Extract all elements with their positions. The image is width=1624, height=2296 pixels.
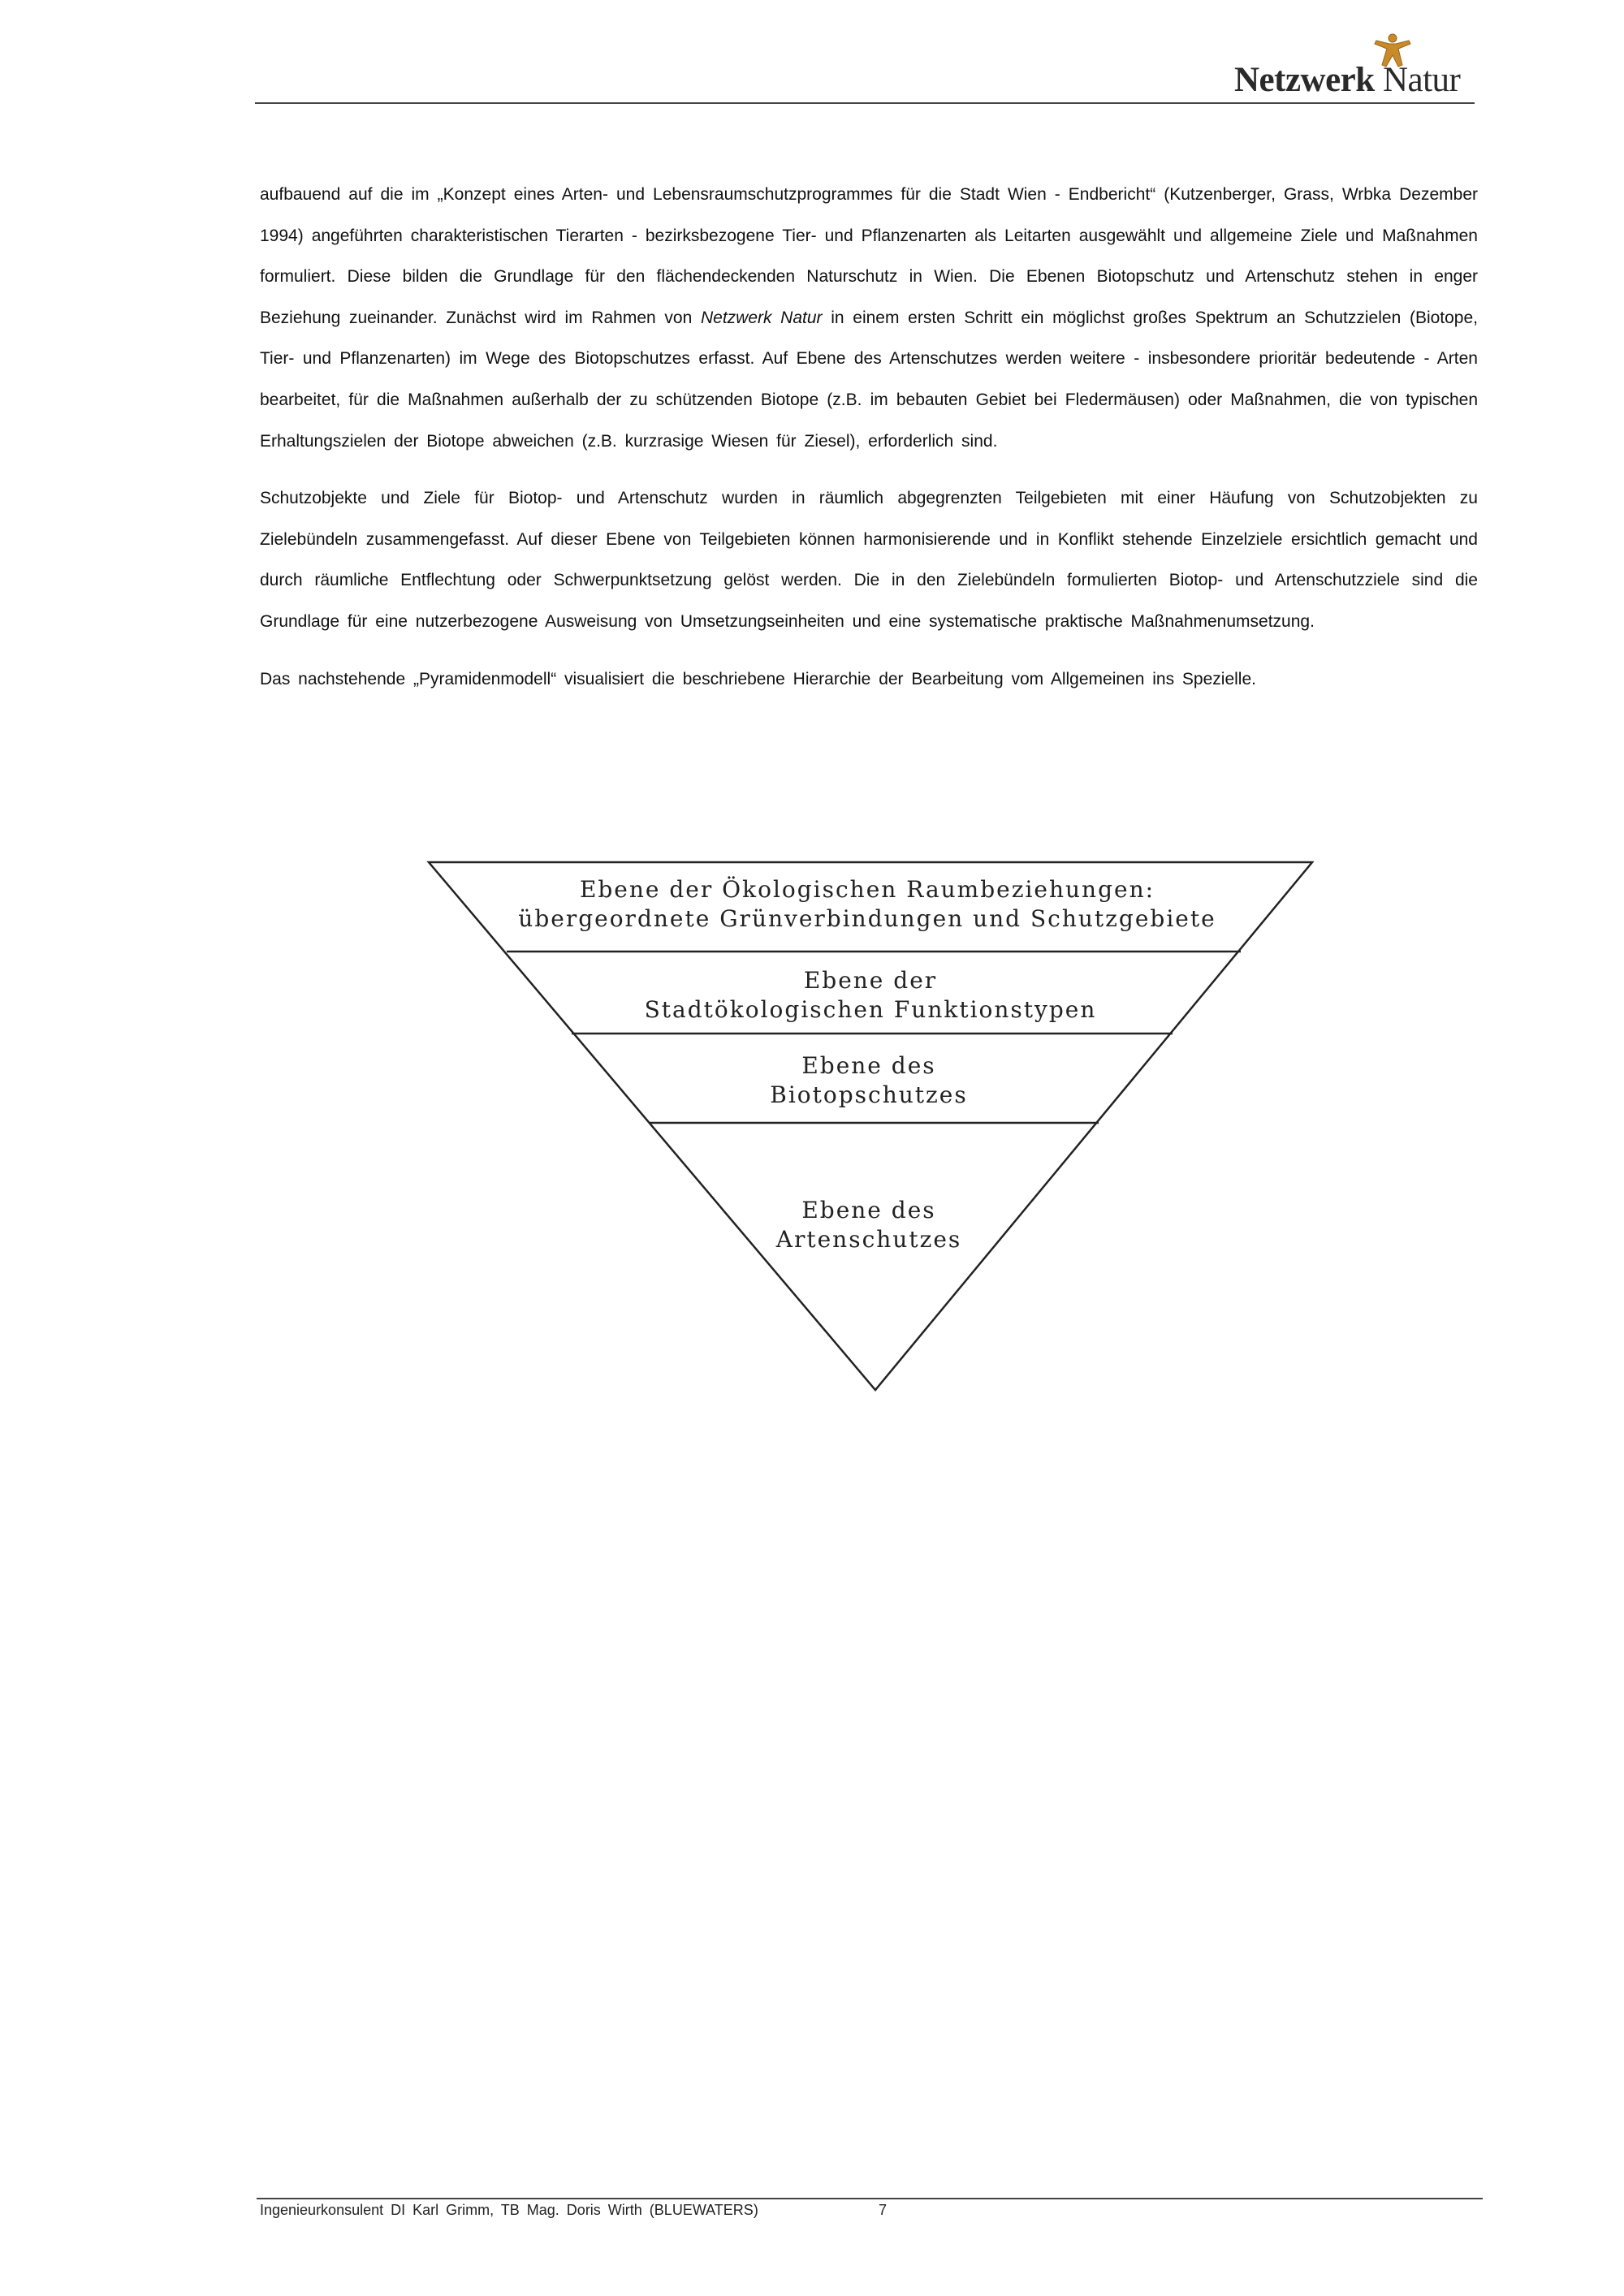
paragraph-3: Das nachstehende „Pyramidenmodell“ visualisiert die beschriebene Hierarchie der Bearbeitung vom Allgemeinen ins Spezielle. — [260, 669, 1256, 688]
pyramid-level-4-line-1: Ebene des — [801, 1197, 936, 1224]
footer-credits: Ingenieurkonsulent DI Karl Grimm, TB Mag. Doris Wirth (BLUEWATERS) — [260, 2202, 758, 2218]
paragraph-1-part-a: aufbauend auf die im „Konzept eines Arten- und Lebensraumschutzprogrammes für die Stadt Wien - Endbericht“ (Kutzenberger, Grass, Wrbka Dezember 1994) angeführten charakteristischen Tierarten - bezirksbezogene Tier- und Pflanzenarten als Leitarten ausgewählt und allgemeine Ziele und Maßnahmen formuliert. Diese bilden die Grundlage für den flächendeckenden Naturschutz in Wien. Die Ebenen Biotopschutz und Artenschutz stehen in enger Beziehung zueinander. Zunächst wird im Rahmen von — [260, 185, 1478, 327]
header-divider — [255, 102, 1475, 104]
paragraph-1 — [260, 175, 1478, 462]
pyramid-level-3-line-2: Biotopschutzes — [770, 1081, 968, 1108]
paragraph-1-emphasis: Netzwerk Natur — [700, 308, 823, 327]
body-text — [260, 175, 1478, 700]
pyramid-level-4-line-2: Artenschutzes — [775, 1226, 962, 1253]
pyramid-level-artenschutz — [776, 1196, 962, 1254]
pyramid-level-funktionstypen — [645, 966, 1097, 1025]
pyramid-level-biotopschutz — [770, 1051, 967, 1110]
pyramid-level-2-line-1: Ebene der — [803, 967, 938, 994]
page-footer — [260, 2202, 888, 2219]
footer-divider — [257, 2198, 1483, 2199]
logo-wordmark-bold: Netzwerk — [1234, 61, 1375, 99]
pyramid-outline — [429, 862, 1312, 1390]
pyramid-level-1-line-1: Ebene der Ökologischen Raumbeziehungen: — [579, 876, 1155, 903]
paragraph-1-part-b: in einem ersten Schritt ein möglichst großes Spektrum an Schutzzielen (Biotope, Tier- und Pflanzenarten) im Wege des Biotopschutzes erfasst. Auf Ebene des Artenschutzes werden weitere - insbesondere prioritär bedeutende - Arten bearbeitet, für die Maßnahmen außerhalb der zu schützenden Biotope (z.B. im bebauten Gebiet bei Fledermäusen) oder Maßnahmen, die von typischen Erhaltungszielen der Biotope abweichen (z.B. kurzrasige Wiesen für Ziesel), erforderlich sind. — [260, 308, 1478, 451]
pyramid-level-3-line-1: Ebene des — [801, 1052, 936, 1079]
paragraph-2: Schutzobjekte und Ziele für Biotop- und Artenschutz wurden in räumlich abgegrenzten Teilgebieten mit einer Häufung von Schutzobjekten zu Zielebündeln zusammengefasst. Auf dieser Ebene von Teilgebieten können harmonisierende und in Konflikt stehende Einzelziele ersichtlich gemacht und durch räumliche Entflechtung oder Schwerpunktsetzung gelöst werden. Die in den Zielebündeln formulierten Biotop- und Artenschutzziele sind die Grundlage für eine nutzerbezogene Ausweisung von Umsetzungseinheiten und eine systematische praktische Maßnahmenumsetzung. — [260, 489, 1478, 631]
logo-wordmark — [1234, 60, 1460, 100]
pyramid-level-oekologische-raumbeziehungen — [518, 875, 1216, 934]
page-number: 7 — [879, 2202, 888, 2218]
logo-wordmark-regular: Natur — [1374, 61, 1461, 99]
netzwerk-natur-logo — [1234, 32, 1478, 101]
pyramid-level-1-line-2: übergeordnete Grünverbindungen und Schutzgebiete — [518, 905, 1216, 932]
pyramid-level-2-line-2: Stadtökologischen Funktionstypen — [644, 996, 1097, 1023]
